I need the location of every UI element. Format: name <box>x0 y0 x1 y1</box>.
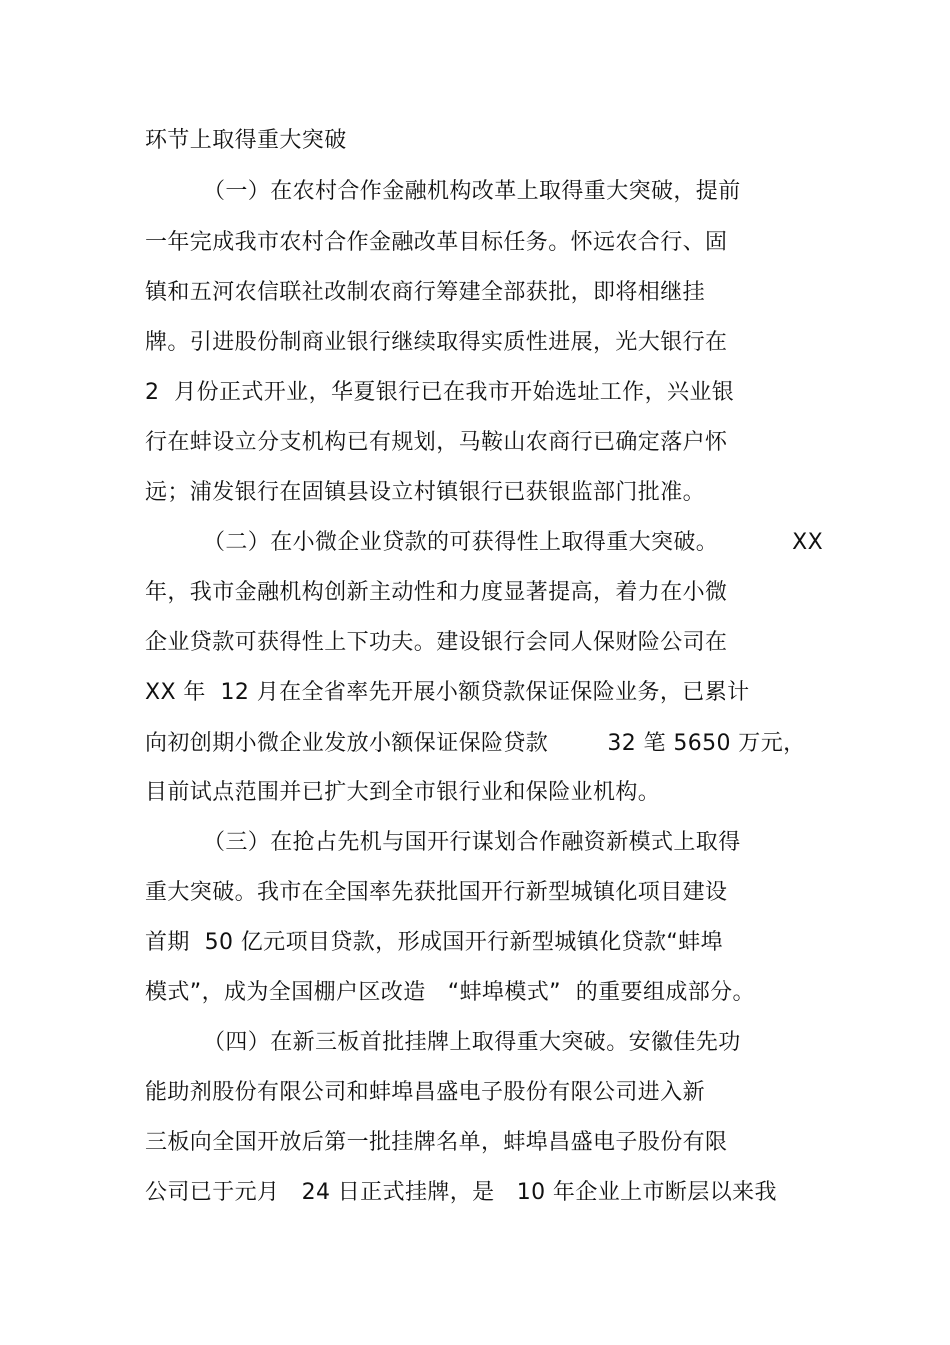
section-1-heading-line: （一）在农村合作金融机构改革上取得重大突破，提前 <box>203 179 741 204</box>
text-line: 牌。引进股份制商业银行继续取得实质性进展，光大银行在 <box>145 330 728 355</box>
text-line: 远；浦发银行在固镇县设立村镇银行已获银监部门批准。 <box>145 480 706 505</box>
text-line: 三板向全国开放后第一批挂牌名单，蚌埠昌盛电子股份有限 <box>145 1130 728 1155</box>
text-line: 年，我市金融机构创新主动性和力度显著提高，着力在小微 <box>145 580 728 605</box>
text-line: 镇和五河农信联社改制农商行筹建全部获批，即将相继挂 <box>145 280 706 305</box>
section-3-heading-line: （三）在抢占先机与国开行谋划合作融资新模式上取得 <box>203 830 741 855</box>
text-line: 模式”，成为全国棚户区改造 “蚌埠模式” 的重要组成部分。 <box>145 980 755 1005</box>
text-line: 重大突破。我市在全国率先获批国开行新型城镇化项目建设 <box>145 880 728 905</box>
text-line: 行在蚌设立分支机构已有规划，马鞍山农商行已确定落户怀 <box>145 430 728 455</box>
text-line: 企业贷款可获得性上下功夫。建设银行会同人保财险公司在 <box>145 630 728 655</box>
text-line: 首期 50 亿元项目贷款，形成国开行新型城镇化贷款“蚌埠 <box>145 930 723 955</box>
text-line: XX 年 12 月在全省率先开展小额贷款保证保险业务，已累计 <box>145 680 750 705</box>
section-2-heading-line: （二）在小微企业贷款的可获得性上取得重大突破。 XX <box>203 530 824 555</box>
section-4-heading-line: （四）在新三板首批挂牌上取得重大突破。安徽佳先功 <box>203 1030 741 1055</box>
text-line: 环节上取得重大突破 <box>145 128 347 153</box>
text-line: 能助剂股份有限公司和蚌埠昌盛电子股份有限公司进入新 <box>145 1080 706 1105</box>
text-line: 公司已于元月 24 日正式挂牌，是 10 年企业上市断层以来我 <box>145 1180 777 1205</box>
text-line: 一年完成我市农村合作金融改革目标任务。怀远农合行、固 <box>145 230 728 255</box>
text-line: 向初创期小微企业发放小额保证保险贷款 32 笔 5650 万元， <box>145 731 806 756</box>
text-line: 2 月份正式开业，华夏银行已在我市开始选址工作，兴业银 <box>145 380 735 405</box>
text-line: 目前试点范围并已扩大到全市银行业和保险业机构。 <box>145 780 661 805</box>
